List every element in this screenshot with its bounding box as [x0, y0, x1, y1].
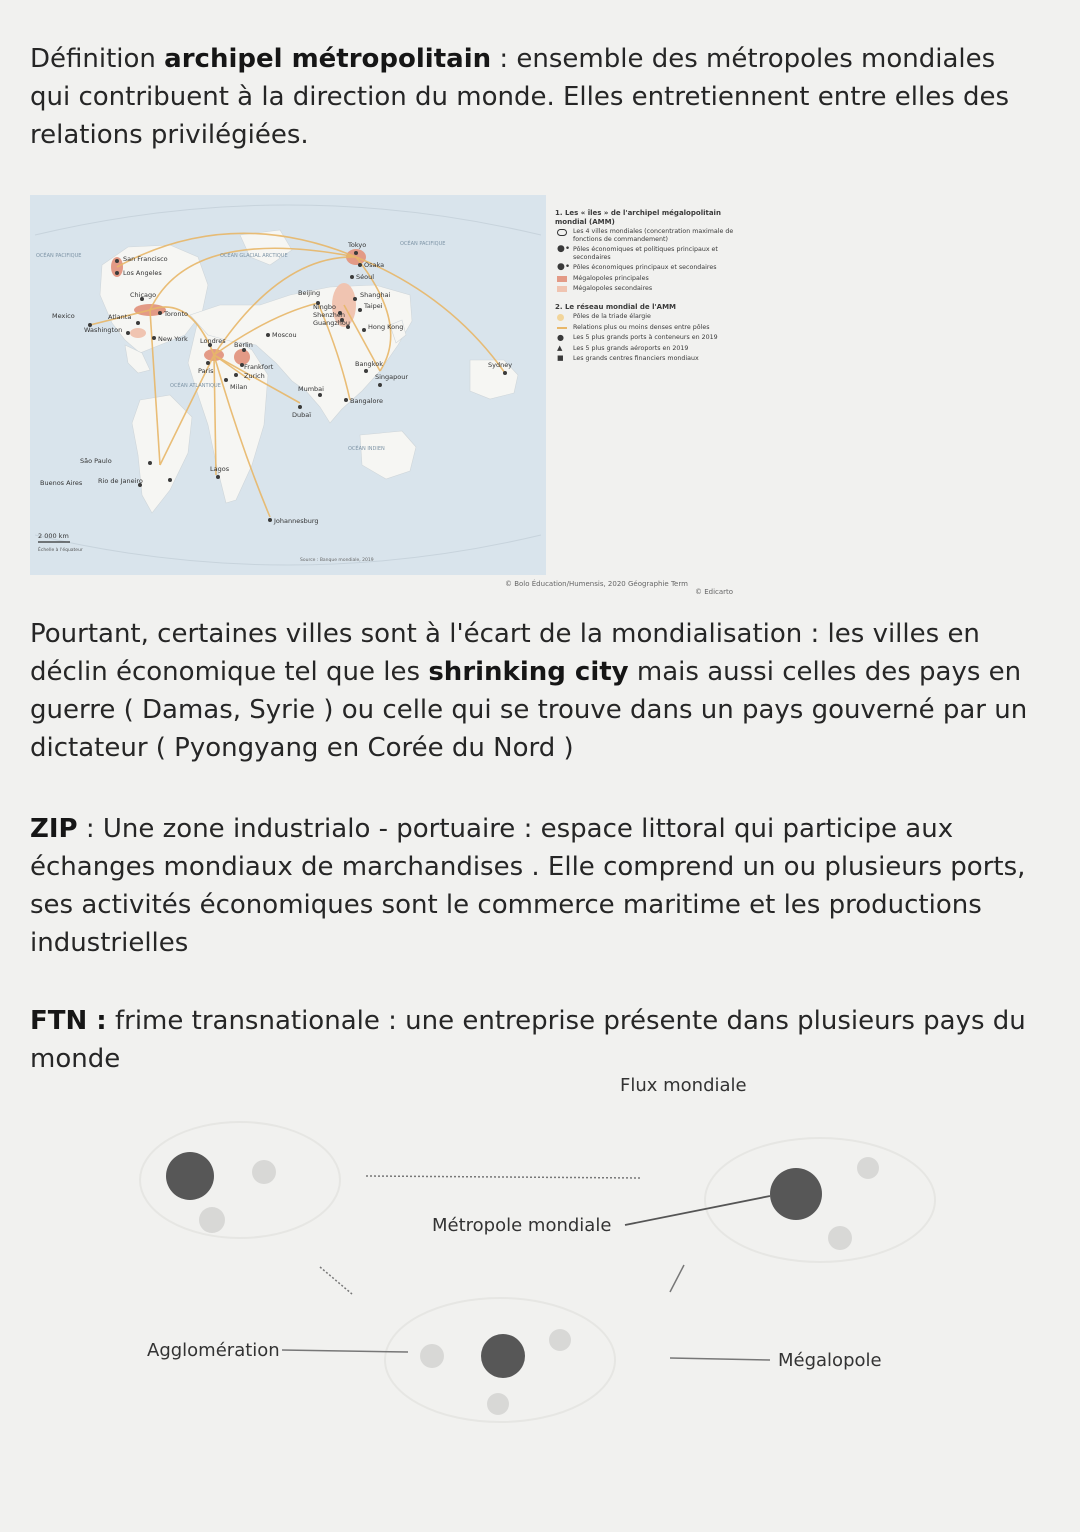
- definition-term: archipel métropolitain: [164, 44, 492, 74]
- svg-text:Shenzhen: Shenzhen: [313, 311, 346, 319]
- svg-text:Atlanta: Atlanta: [108, 313, 132, 321]
- legend-item: ●• Pôles économiques principaux et secondaires: [557, 262, 717, 272]
- svg-text:Toronto: Toronto: [164, 310, 188, 318]
- svg-text:Hong Kong: Hong Kong: [368, 323, 404, 331]
- legend-heading-2: 2. Le réseau mondial de l'AMM: [555, 302, 677, 311]
- svg-text:New York: New York: [158, 335, 188, 343]
- definition-ftn: FTN : frime transnationale : une entreprise présente dans plusieurs pays du monde: [30, 1006, 1026, 1074]
- metropolis-dot: [166, 1152, 214, 1200]
- svg-text:Guangzhou: Guangzhou: [313, 319, 351, 327]
- definition-archipel: [30, 40, 1040, 154]
- svg-text:Berlin: Berlin: [234, 341, 253, 349]
- legend-item: Pôles de la triade élargie: [555, 313, 735, 321]
- legend-item: ▲ Les 5 plus grands aéroports en 2019: [557, 343, 689, 352]
- svg-text:Los Angeles: Los Angeles: [123, 269, 162, 277]
- svg-text:São Paulo: São Paulo: [80, 457, 112, 465]
- shrinking-city-term: shrinking city: [428, 657, 629, 687]
- map-credit: © Bolo Éducation/Humensis, 2020 Géographie Term © Edicarto: [505, 580, 734, 596]
- svg-text:Paris: Paris: [198, 367, 214, 375]
- schema-drawing: [0, 1060, 1080, 1532]
- legend-item: Mégalopoles secondaires: [555, 285, 735, 293]
- definition-text: : ensemble des métropoles mondiales qui contribuent à la direction du monde. Elles entretiennent entre elles des relations privilégiées.: [30, 44, 1010, 150]
- svg-text:Lagos: Lagos: [210, 465, 230, 473]
- svg-text:Sydney: Sydney: [488, 361, 513, 369]
- legend-heading-1: 1. Les « îles » de l'archipel mégalopolitain mondial (AMM): [555, 209, 721, 226]
- svg-text:OCÉAN ATLANTIQUE: OCÉAN ATLANTIQUE: [170, 383, 221, 389]
- svg-text:Séoul: Séoul: [356, 273, 375, 281]
- svg-text:Ningbo: Ningbo: [313, 303, 337, 311]
- metropolis-dot: [770, 1168, 822, 1220]
- label-metropole-mondiale: Métropole mondiale: [432, 1215, 612, 1236]
- definition-prefix: Définition: [30, 44, 165, 74]
- metropolis-dot: [481, 1334, 525, 1378]
- svg-text:Tokyo: Tokyo: [348, 241, 367, 249]
- svg-text:Taipei: Taipei: [364, 302, 383, 310]
- legend-item: Relations plus ou moins denses entre pôles: [555, 324, 735, 332]
- svg-text:OCÉAN INDIEN: OCÉAN INDIEN: [348, 446, 385, 452]
- svg-text:Bangkok: Bangkok: [355, 360, 383, 368]
- map-source: Source : Banque mondiale, 2019: [300, 558, 374, 563]
- legend-item: ● Les 5 plus grands ports à conteneurs en 2019: [557, 333, 718, 342]
- legend-item: Mégalopoles principales: [555, 275, 735, 283]
- map-panel: [30, 195, 546, 575]
- map-scale: 2 000 km: [38, 532, 69, 540]
- svg-text:OCÉAN PACIFIQUE: OCÉAN PACIFIQUE: [400, 241, 446, 247]
- svg-text:OCÉAN GLACIAL ARCTIQUE: OCÉAN GLACIAL ARCTIQUE: [220, 253, 288, 259]
- svg-text:Moscou: Moscou: [272, 331, 297, 339]
- legend-item: ●• Pôles économiques et politiques principaux et secondaires: [557, 244, 718, 261]
- world-map-figure: [30, 195, 734, 605]
- label-flux-mondiale: Flux mondiale: [620, 1075, 747, 1096]
- legend-item: Les 4 villes mondiales (concentration maximale de fonctions de commandement): [555, 228, 735, 243]
- label-megalopole: Mégalopole: [778, 1350, 882, 1371]
- svg-text:Singapour: Singapour: [375, 373, 409, 381]
- zip-term: ZIP: [30, 814, 78, 844]
- world-map: [30, 195, 546, 575]
- legend-item: ■ Les grands centres financiers mondiaux: [557, 354, 699, 362]
- label-agglomeration: Agglomération: [147, 1340, 280, 1361]
- svg-text:OCÉAN PACIFIQUE: OCÉAN PACIFIQUE: [36, 253, 82, 259]
- svg-text:Beijing: Beijing: [298, 289, 321, 297]
- svg-text:Buenos Aires: Buenos Aires: [40, 479, 83, 487]
- svg-text:San Francisco: San Francisco: [123, 255, 168, 263]
- metropolis-schema: [0, 1060, 1080, 1532]
- svg-text:Mexico: Mexico: [52, 312, 75, 320]
- paragraph-shrinking-city: Pourtant, certaines villes sont à l'écart de la mondialisation : les villes en déclin économique tel que les shrinking city mais aussi celles des pays en guerre ( Damas, Syrie ) ou celle qui se trouve dans un pays gouverné par un dictateur ( Pyongyang en Corée du Nord ): [30, 619, 1028, 763]
- svg-text:Dubaï: Dubaï: [292, 411, 312, 419]
- svg-text:Milan: Milan: [230, 383, 248, 391]
- svg-text:Rio de Janeiro: Rio de Janeiro: [98, 477, 143, 485]
- svg-text:Londres: Londres: [200, 337, 226, 345]
- svg-text:Washington: Washington: [84, 326, 123, 334]
- map-scale-note: Échelle à l'équateur: [38, 548, 83, 553]
- svg-text:Osaka: Osaka: [364, 261, 385, 269]
- svg-text:Johannesburg: Johannesburg: [274, 517, 319, 525]
- map-legend: [555, 209, 735, 366]
- svg-text:Mumbai: Mumbai: [298, 385, 324, 393]
- svg-text:Shanghai: Shanghai: [360, 291, 391, 299]
- svg-text:Zurich: Zurich: [244, 372, 265, 380]
- svg-text:Frankfort: Frankfort: [244, 363, 274, 371]
- ftn-term: FTN :: [30, 1006, 107, 1036]
- svg-text:Chicago: Chicago: [130, 291, 157, 299]
- definition-zip: ZIP : Une zone industrialo - portuaire : espace littoral qui participe aux échanges mondiaux de marchandises . Elle comprend un ou plusieurs ports, ses activités économiques sont le commerce maritime et les productions industrielles: [30, 814, 1026, 958]
- svg-text:Bangalore: Bangalore: [350, 397, 383, 405]
